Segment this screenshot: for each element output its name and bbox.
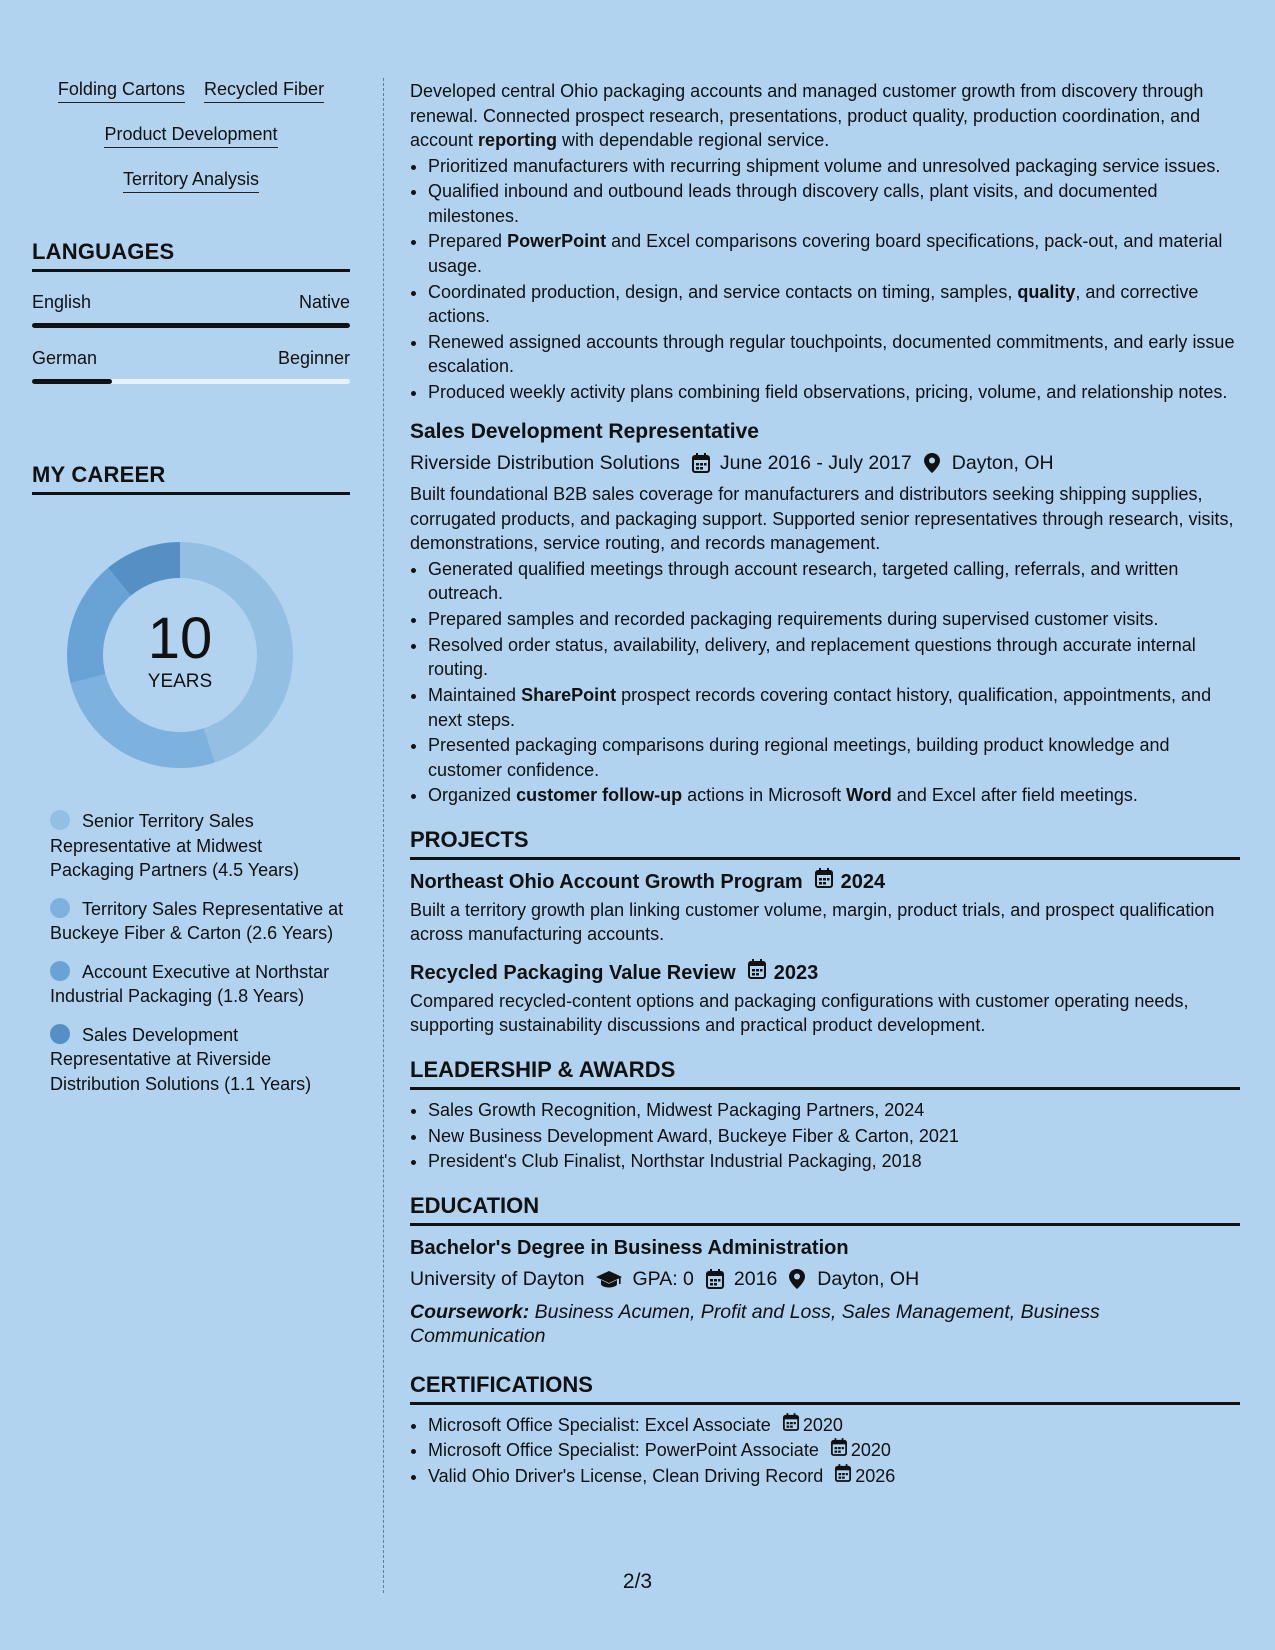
job-bullet: • Renewed assigned accounts through regular touchpoints, documented commitments, and early issue escalation.	[428, 330, 1240, 379]
awards-heading: LEADERSHIP & AWARDS	[410, 1056, 1240, 1090]
calendar-icon	[706, 1269, 724, 1289]
career-legend-label: Senior Territory Sales Representative at Midwest Packaging Partners (4.5 Years)	[50, 811, 300, 880]
language-proficiency-fill	[32, 379, 112, 384]
language-name: German	[32, 348, 98, 368]
degree-title: Bachelor's Degree in Business Administration	[410, 1236, 849, 1259]
school-name: University of Dayton	[410, 1267, 585, 1290]
legend-dot	[50, 1024, 70, 1044]
award-item: • President's Club Finalist, Northstar Industrial Packaging, 2018	[428, 1149, 1240, 1174]
skill-tag: Product Development	[104, 123, 277, 148]
calendar-icon	[783, 1413, 799, 1438]
certification-year: 2026	[855, 1466, 896, 1487]
legend-dot	[50, 961, 70, 981]
location-pin-icon	[924, 453, 942, 473]
job-bullets	[410, 557, 1240, 808]
career-legend-item	[50, 809, 350, 883]
gpa: GPA: 0	[632, 1267, 694, 1290]
job-bullet: • Generated qualified meetings through account research, targeted calling, referrals, and written outreach.	[428, 557, 1240, 606]
calendar-icon	[815, 868, 833, 896]
project-description: Built a territory growth plan linking customer volume, margin, product trials, and prospect qualification across manufacturing accounts.	[410, 899, 1215, 945]
language-level: Native	[298, 292, 350, 312]
certification-item: • Microsoft Office Specialist: Excel Associate 2020	[428, 1413, 1240, 1438]
language-level: Beginner	[277, 348, 350, 368]
project-year: 2024	[840, 870, 886, 893]
company-name: Riverside Distribution Solutions	[410, 452, 680, 475]
job-bullet: • Organized customer follow-up actions in Microsoft Word and Excel after field meetings.	[428, 783, 1240, 808]
language-proficiency-fill	[32, 323, 350, 328]
certification-item: • Microsoft Office Specialist: PowerPoint Associate 2020	[428, 1438, 1240, 1463]
career-legend	[32, 809, 350, 1096]
job-bullets	[410, 154, 1240, 405]
job-bullet: • Prepared samples and recorded packaging requirements during supervised customer visits.	[428, 607, 1240, 632]
calendar-icon	[835, 1464, 851, 1489]
language-english	[32, 292, 350, 328]
career-legend-label: Territory Sales Representative at Buckeye Fiber & Carton (2.6 Years)	[50, 898, 344, 943]
language-proficiency-bar	[32, 323, 350, 328]
education-heading: EDUCATION	[410, 1192, 1240, 1226]
legend-dot	[50, 810, 70, 830]
sidebar	[32, 78, 350, 1110]
language-german	[32, 348, 350, 384]
calendar-icon	[748, 959, 766, 987]
legend-dot	[50, 898, 70, 918]
calendar-icon	[831, 1438, 847, 1463]
career-legend-item	[50, 897, 350, 946]
job-summary: Developed central Ohio packaging accounts and managed customer growth from discovery through renewal. Connected prospect research, presentations, product quality, production coordination, and account reporting with dependable regional service.	[410, 81, 1204, 150]
column-divider	[383, 78, 384, 1593]
career-legend-item	[50, 960, 350, 1009]
career-legend-item	[50, 1023, 350, 1097]
certification-year: 2020	[802, 1414, 843, 1435]
job-location: Dayton, OH	[951, 452, 1054, 475]
page-number: 2/3	[622, 1570, 653, 1593]
skill-tag: Folding Cartons	[58, 78, 185, 103]
certifications-list	[410, 1413, 1240, 1489]
projects-heading: PROJECTS	[410, 826, 1240, 860]
graduation-year: 2016	[733, 1267, 778, 1290]
main-content	[410, 79, 1240, 1490]
job-summary: Built foundational B2B sales coverage for manufacturers and distributors seeking shipping supplies, corrugated products, and packaging support. Supported senior representatives through research, visits, demonstrations, service routing, and records management.	[410, 484, 1234, 554]
job-title: Sales Development Representative	[410, 420, 759, 444]
project-description: Compared recycled-content options and packaging configurations with customer operating needs, supporting sustainability discussions and practical product development.	[410, 990, 1189, 1036]
career-total-years: 10	[147, 606, 213, 671]
job-bullet: • Prepared PowerPoint and Excel comparisons covering board specifications, pack-out, and material usage.	[428, 229, 1240, 278]
job-bullet: • Prioritized manufacturers with recurring shipment volume and unresolved packaging service issues.	[428, 154, 1240, 179]
job-bullet: • Maintained SharePoint prospect records covering contact history, qualification, appointments, and next steps.	[428, 683, 1240, 732]
career-years-unit: YEARS	[147, 671, 213, 692]
career-donut-chart	[60, 535, 300, 775]
project-item	[410, 868, 1240, 947]
education-meta	[410, 1266, 1240, 1292]
career-heading: MY CAREER	[32, 462, 350, 495]
job-bullet: • Qualified inbound and outbound leads through discovery calls, plant visits, and documented milestones.	[428, 179, 1240, 228]
award-item: • New Business Development Award, Buckeye Fiber & Carton, 2021	[428, 1124, 1240, 1149]
project-title: Recycled Packaging Value Review	[410, 961, 736, 984]
job-bullet: • Resolved order status, availability, delivery, and replacement questions through accurate internal routing.	[428, 633, 1240, 682]
certifications-heading: CERTIFICATIONS	[410, 1371, 1240, 1405]
school-location: Dayton, OH	[817, 1267, 920, 1290]
project-title: Northeast Ohio Account Growth Program	[410, 870, 803, 893]
job-bullet: • Produced weekly activity plans combining field observations, pricing, volume, and relationship notes.	[428, 380, 1240, 405]
certification-item: • Valid Ohio Driver's License, Clean Driving Record 2026	[428, 1464, 1240, 1489]
job-meta	[410, 450, 1240, 476]
awards-list	[410, 1098, 1240, 1174]
graduation-cap-icon	[596, 1269, 622, 1289]
job-bullet: • Presented packaging comparisons during regional meetings, building product knowledge and customer confidence.	[428, 733, 1240, 782]
project-year: 2023	[773, 961, 819, 984]
career-legend-label: Account Executive at Northstar Industrial Packaging (1.8 Years)	[50, 961, 330, 1006]
award-item: • Sales Growth Recognition, Midwest Packaging Partners, 2024	[428, 1098, 1240, 1123]
job-dates: June 2016 - July 2017	[719, 452, 912, 475]
skill-tag: Recycled Fiber	[204, 78, 324, 103]
coursework: Coursework: Business Acumen, Profit and Loss, Sales Management, Business Communication	[410, 1300, 1100, 1348]
location-pin-icon	[789, 1269, 807, 1289]
job-bullet: • Coordinated production, design, and service contacts on timing, samples, quality, and corrective actions.	[428, 280, 1240, 329]
language-proficiency-bar	[32, 379, 350, 384]
career-legend-label: Sales Development Representative at Riverside Distribution Solutions (1.1 Years)	[50, 1024, 312, 1094]
certification-year: 2020	[850, 1440, 891, 1461]
project-item	[410, 959, 1240, 1038]
languages-heading: LANGUAGES	[32, 239, 350, 272]
calendar-icon	[692, 453, 710, 473]
language-name: English	[32, 292, 92, 312]
skill-tag: Territory Analysis	[123, 168, 259, 193]
skills-list	[32, 78, 350, 193]
